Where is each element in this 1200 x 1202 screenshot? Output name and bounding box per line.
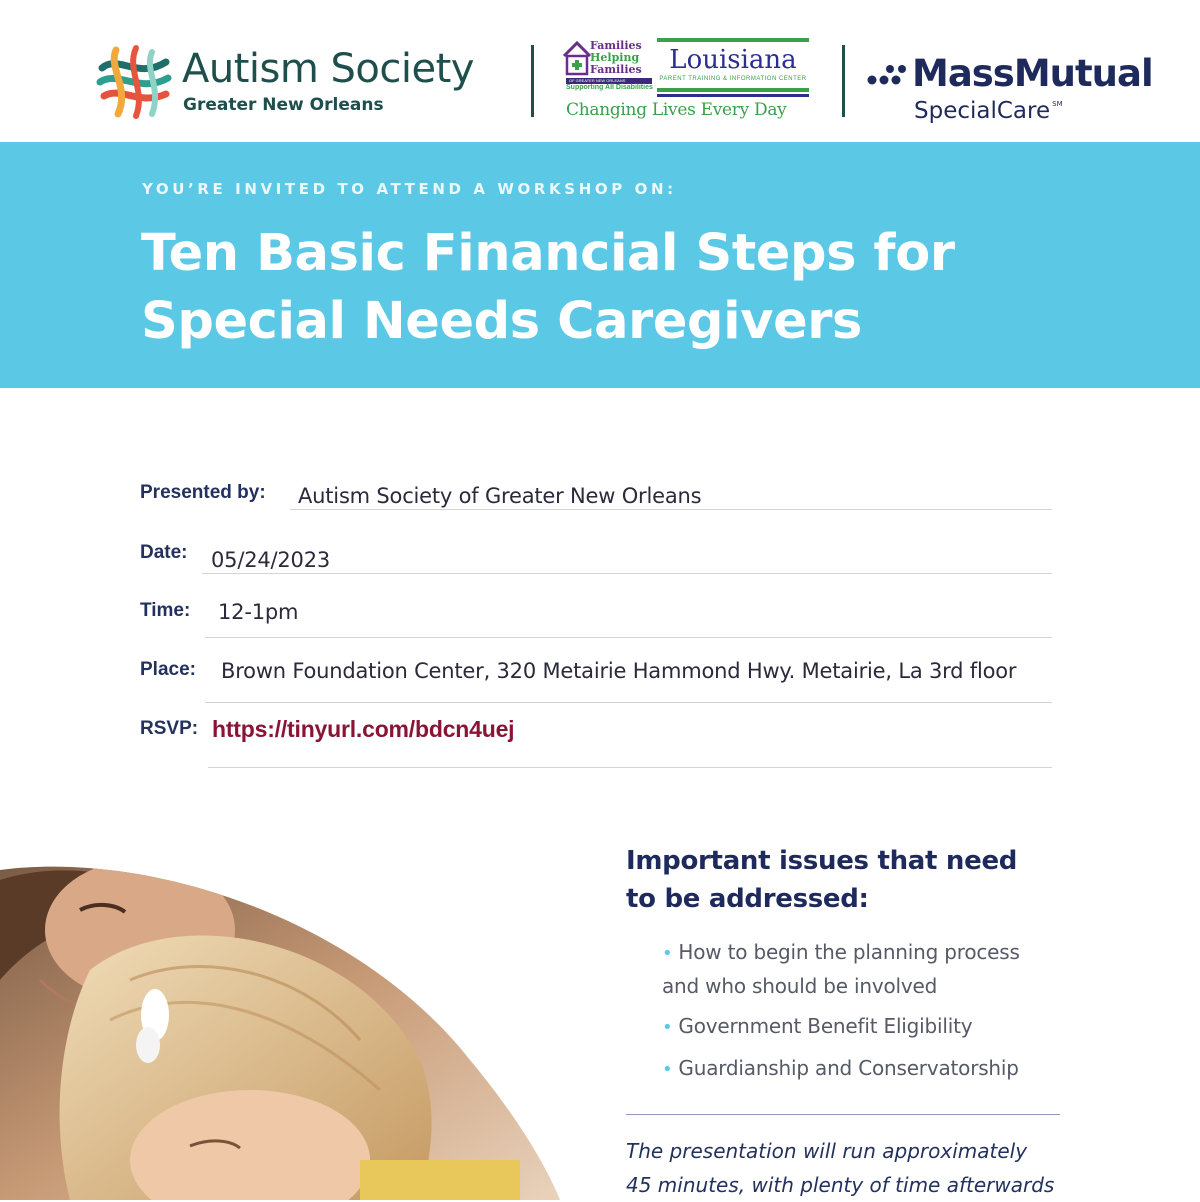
issues-list — [662, 936, 1082, 1094]
rsvp-rule — [208, 767, 1052, 768]
section-divider — [626, 1114, 1060, 1115]
list-item — [662, 1052, 1082, 1086]
autism-society-subtitle: Greater New Orleans — [183, 95, 384, 115]
bullet-icon: • — [662, 1017, 673, 1038]
rsvp-label: RSVP: — [140, 718, 199, 739]
autism-society-name: Autism Society — [182, 46, 474, 92]
place-rule — [205, 702, 1052, 703]
fhf-wordmark — [590, 40, 642, 76]
date-rule — [202, 573, 1052, 574]
issue-text: Government Benefit Eligibility — [678, 1014, 973, 1038]
louisiana-subtitle: PARENT TRAINING & INFORMATION CENTER — [659, 76, 807, 82]
presentation-note — [626, 1134, 1054, 1202]
bullet-icon: • — [662, 1059, 673, 1080]
logo-bar — [0, 0, 1200, 142]
service-mark: SM — [1052, 100, 1063, 108]
massmutual-logo — [866, 52, 1156, 132]
fhf-tagline: Changing Lives Every Day — [566, 100, 787, 120]
place-value: Brown Foundation Center, 320 Metairie Hammond Hwy. Metairie, La 3rd floor — [221, 659, 1017, 683]
massmutual-subtitle: SpecialCare — [914, 98, 1051, 124]
note-line-1: The presentation will run approximately — [626, 1139, 1028, 1163]
massmutual-dots-icon — [866, 64, 908, 88]
date-label: Date: — [140, 542, 188, 563]
issue-text: Guardianship and Conservatorship — [678, 1056, 1019, 1080]
autism-society-logo — [96, 42, 516, 122]
workshop-title — [141, 220, 955, 356]
louisiana-word: Louisiana — [669, 45, 797, 75]
presented-by-label: Presented by: — [140, 482, 266, 503]
caregiver-child-photo — [0, 860, 560, 1200]
list-item — [662, 1010, 1082, 1044]
fhf-line2: Helping — [590, 51, 640, 64]
presented-by-value: Autism Society of Greater New Orleans — [298, 484, 702, 508]
logo-divider — [531, 45, 534, 117]
families-helping-families-logo — [560, 38, 815, 128]
louisiana-box — [657, 38, 809, 92]
issue-text-continued: and who should be involved — [662, 974, 938, 998]
louisiana-rule — [657, 94, 809, 97]
issues-heading-line-1: Important issues that need — [626, 846, 1018, 876]
presented-by-rule — [290, 509, 1052, 510]
massmutual-name: MassMutual — [912, 52, 1153, 95]
fhf-band-text: OF GREATER NEW ORLEANS — [569, 78, 626, 83]
house-icon — [562, 40, 592, 76]
issues-heading — [626, 842, 1017, 918]
fhf-line1: Families — [590, 39, 642, 52]
bullet-icon: • — [662, 943, 673, 964]
invite-text: YOU’RE INVITED TO ATTEND A WORKSHOP ON: — [142, 180, 677, 198]
time-value: 12-1pm — [218, 600, 299, 624]
title-line-1: Ten Basic Financial Steps for — [141, 224, 955, 283]
note-line-2: 45 minutes, with plenty of time afterwards — [626, 1173, 1055, 1197]
issue-text: How to begin the planning process — [678, 940, 1020, 964]
list-item — [662, 936, 1082, 1002]
time-rule — [205, 637, 1052, 638]
issues-heading-line-2: to be addressed: — [626, 884, 869, 914]
autism-society-puzzle-icon — [96, 44, 172, 120]
place-label: Place: — [140, 659, 196, 680]
date-value: 05/24/2023 — [211, 548, 331, 572]
title-line-2: Special Needs Caregivers — [141, 292, 862, 351]
massmutual-specialcare — [914, 98, 1063, 124]
time-label: Time: — [140, 600, 191, 621]
title-banner — [0, 142, 1200, 388]
fhf-line3: Families — [590, 63, 642, 76]
logo-divider — [842, 45, 845, 117]
rsvp-link[interactable]: https://tinyurl.com/bdcn4uej — [212, 716, 515, 742]
fhf-support-text: Supporting All Disabilities — [566, 84, 653, 91]
